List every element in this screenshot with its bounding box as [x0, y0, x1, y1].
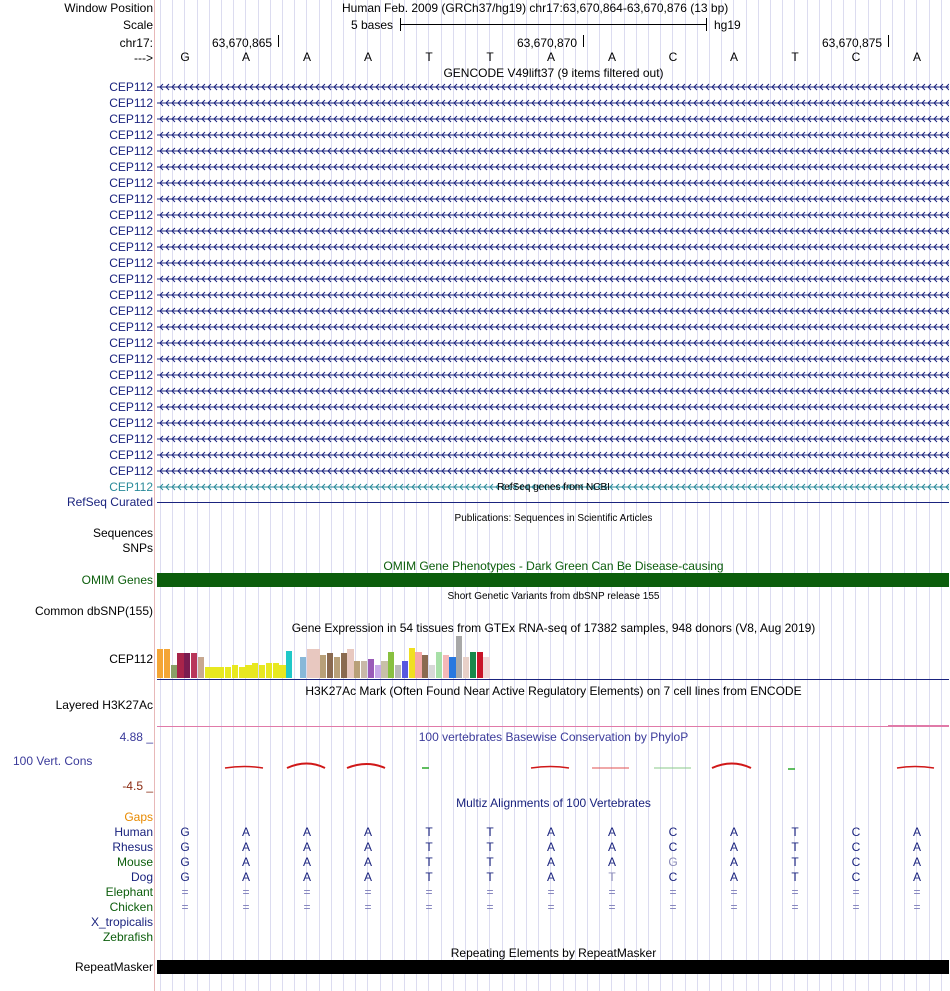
strand-label: ---> — [134, 51, 153, 65]
gtex-tissue-bar[interactable] — [368, 659, 374, 678]
reference-base: A — [302, 50, 311, 64]
gencode-transcript-label[interactable]: CEP112 — [109, 432, 153, 446]
multiz-aligned-base: T — [486, 825, 494, 839]
repeatmasker-track-title: Repeating Elements by RepeatMasker — [450, 946, 657, 960]
gencode-transcript-label[interactable]: CEP112 — [109, 352, 153, 366]
h3k27ac-track-title: H3K27Ac Mark (Often Found Near Active Regulatory Elements) on 7 cell lines from ENCODE — [305, 684, 802, 698]
scale-bar-left-end — [400, 18, 401, 31]
gencode-transcript-label[interactable]: CEP112 — [109, 480, 153, 494]
track-gutter-divider — [154, 0, 155, 991]
multiz-aligned-base: A — [729, 840, 738, 854]
multiz-aligned-base: A — [546, 855, 555, 869]
multiz-aligned-base: A — [607, 825, 616, 839]
gtex-tissue-bar[interactable] — [449, 657, 455, 678]
gtex-tissue-bar[interactable] — [341, 653, 347, 678]
multiz-aligned-base: A — [363, 855, 372, 869]
multiz-aligned-base: A — [241, 855, 250, 869]
gencode-transcript-label[interactable]: CEP112 — [109, 112, 153, 126]
gtex-tissue-bar[interactable] — [327, 653, 333, 678]
gtex-tissue-bar[interactable] — [252, 663, 258, 678]
gencode-transcript-label[interactable]: CEP112 — [109, 208, 153, 222]
multiz-aligned-base: T — [791, 825, 799, 839]
multiz-aligned-base: = — [364, 900, 372, 914]
phylop-max-label: 4.88 _ — [119, 730, 153, 744]
gtex-tissue-bar[interactable] — [157, 649, 163, 678]
reference-base: C — [851, 50, 861, 64]
multiz-aligned-base: = — [242, 900, 250, 914]
window-position-text: Human Feb. 2009 (GRCh37/hg19) chr17:63,670,864-63,670,876 (13 bp) — [342, 1, 729, 15]
multiz-aligned-base: G — [180, 855, 190, 869]
phylop-peak — [897, 767, 934, 769]
multiz-aligned-base: = — [913, 900, 921, 914]
gencode-track-title: GENCODE V49lift37 (9 items filtered out) — [443, 66, 664, 80]
gtex-tissue-bar[interactable] — [245, 665, 251, 678]
gencode-transcript-line[interactable] — [157, 177, 949, 189]
gtex-gene-line — [157, 679, 949, 680]
gencode-transcript-label[interactable]: CEP112 — [109, 144, 153, 158]
gtex-tissue-bar[interactable] — [409, 648, 415, 678]
gencode-transcript-label[interactable]: CEP112 — [109, 464, 153, 478]
multiz-aligned-base: C — [668, 870, 678, 884]
gtex-tissue-bar[interactable] — [198, 657, 204, 678]
multiz-aligned-base: A — [363, 870, 372, 884]
reference-base: A — [363, 50, 372, 64]
multiz-aligned-base: A — [912, 855, 921, 869]
multiz-aligned-base: C — [668, 825, 678, 839]
multiz-aligned-base: A — [302, 855, 311, 869]
scale-text: 5 bases — [351, 18, 394, 32]
gencode-transcript-line[interactable] — [157, 433, 949, 445]
multiz-aligned-base: T — [425, 825, 433, 839]
repeatmasker-element-bar[interactable] — [157, 960, 949, 974]
multiz-aligned-base: T — [791, 870, 799, 884]
gencode-transcript-label[interactable]: CEP112 — [109, 80, 153, 94]
reference-base: G — [180, 50, 190, 64]
multiz-aligned-base: A — [912, 840, 921, 854]
multiz-aligned-base: = — [791, 885, 799, 899]
omim-track-title: OMIM Gene Phenotypes - Dark Green Can Be Disease-causing — [383, 559, 724, 573]
gtex-tissue-bar[interactable] — [218, 667, 224, 678]
phylop-peak — [225, 767, 263, 769]
multiz-aligned-base: A — [729, 855, 738, 869]
gencode-transcript-line[interactable] — [157, 417, 949, 429]
gtex-tissue-bar[interactable] — [436, 652, 442, 678]
multiz-aligned-base: C — [851, 825, 861, 839]
gencode-transcript-label[interactable]: CEP112 — [109, 192, 153, 206]
gencode-transcript-label[interactable]: CEP112 — [109, 272, 153, 286]
gtex-tissue-bar[interactable] — [334, 657, 340, 678]
gtex-tissue-bar[interactable] — [415, 652, 421, 678]
scale-bar — [400, 24, 706, 25]
gtex-track-title: Gene Expression in 54 tissues from GTEx RNA-seq of 17382 samples, 948 donors (V8, Aug 2019) — [291, 621, 816, 635]
gtex-tissue-bar[interactable] — [177, 653, 183, 678]
multiz-aligned-base: G — [668, 855, 678, 869]
gtex-tissue-bar[interactable] — [429, 665, 435, 678]
multiz-aligned-base: T — [486, 840, 494, 854]
multiz-aligned-base: = — [547, 885, 555, 899]
phylop-peak — [287, 764, 325, 769]
snps-track-label[interactable]: SNPs — [122, 541, 153, 555]
gencode-transcript-label[interactable]: CEP112 — [109, 256, 153, 270]
multiz-aligned-base: T — [486, 870, 494, 884]
h3k27ac-track-label[interactable]: Layered H3K27Ac — [55, 698, 153, 712]
gencode-transcript-line[interactable] — [157, 113, 949, 125]
multiz-aligned-base: = — [791, 900, 799, 914]
gtex-tissue-bar[interactable] — [211, 667, 217, 678]
multiz-aligned-base: A — [912, 825, 921, 839]
assembly-label: hg19 — [714, 18, 741, 32]
gtex-tissue-bar[interactable] — [164, 649, 170, 678]
repeatmasker-track-label[interactable]: RepeatMasker — [74, 960, 153, 974]
tick-mark — [583, 35, 584, 47]
multiz-aligned-base: = — [364, 885, 372, 899]
gtex-tissue-bar[interactable] — [395, 665, 401, 678]
multiz-aligned-base: T — [486, 855, 494, 869]
multiz-species-label[interactable]: Rhesus — [112, 840, 153, 854]
multiz-species-label[interactable]: Elephant — [105, 885, 153, 899]
tick-mark — [278, 35, 279, 47]
multiz-aligned-base: T — [791, 840, 799, 854]
gencode-transcript-label[interactable]: CEP112 — [109, 400, 153, 414]
gencode-transcript-label[interactable]: CEP112 — [109, 240, 153, 254]
multiz-aligned-base: = — [730, 885, 738, 899]
gencode-transcript-line[interactable] — [157, 465, 949, 477]
multiz-aligned-base: = — [669, 900, 677, 914]
multiz-species-label[interactable]: Zebrafish — [102, 930, 153, 944]
omim-track-label[interactable]: OMIM Genes — [81, 573, 153, 587]
gencode-transcript-line[interactable] — [157, 369, 949, 381]
gtex-track-label[interactable]: CEP112 — [109, 652, 153, 666]
multiz-aligned-base: = — [486, 900, 494, 914]
gtex-tissue-bar[interactable] — [422, 655, 428, 678]
multiz-aligned-base: A — [302, 870, 311, 884]
multiz-aligned-base: T — [425, 855, 433, 869]
multiz-aligned-base: = — [486, 885, 494, 899]
multiz-aligned-base: A — [302, 825, 311, 839]
multiz-aligned-base: A — [363, 840, 372, 854]
refseq-gene-line[interactable] — [157, 502, 949, 503]
gtex-expression-chart[interactable] — [157, 636, 537, 678]
multiz-aligned-base: = — [608, 900, 616, 914]
gencode-transcript-label[interactable]: CEP112 — [109, 160, 153, 174]
gencode-transcript-label[interactable]: CEP112 — [109, 448, 153, 462]
tick-label: 63,670,870 — [517, 36, 578, 50]
gtex-tissue-bar[interactable] — [477, 652, 483, 678]
multiz-aligned-base: C — [851, 840, 861, 854]
gtex-tissue-bar[interactable] — [171, 665, 177, 678]
multiz-aligned-base: = — [303, 885, 311, 899]
multiz-aligned-base: = — [425, 900, 433, 914]
gencode-transcript-label[interactable]: CEP112 — [109, 288, 153, 302]
gencode-transcript-line[interactable] — [157, 209, 949, 221]
gtex-tissue-bar[interactable] — [225, 667, 231, 678]
multiz-aligned-base: = — [181, 885, 189, 899]
reference-base: T — [486, 50, 494, 64]
gencode-transcript-line[interactable] — [157, 321, 949, 333]
multiz-species-label[interactable]: Gaps — [124, 810, 153, 824]
dbsnp-track-title: Short Genetic Variants from dbSNP release 155 — [447, 591, 660, 602]
multiz-species-label[interactable]: Chicken — [109, 900, 153, 914]
reference-base: A — [729, 50, 738, 64]
gtex-tissue-bar[interactable] — [375, 665, 381, 678]
reference-base: A — [912, 50, 921, 64]
gencode-transcript-line[interactable] — [157, 449, 949, 461]
gencode-transcript-label[interactable]: CEP112 — [109, 384, 153, 398]
gtex-tissue-bar[interactable] — [239, 667, 245, 678]
gtex-tissue-bar[interactable] — [191, 653, 197, 678]
multiz-aligned-base: T — [608, 870, 616, 884]
multiz-aligned-base: = — [425, 885, 433, 899]
gtex-tissue-bar[interactable] — [402, 661, 408, 678]
gencode-transcript-line[interactable] — [157, 257, 949, 269]
multiz-aligned-base: = — [913, 885, 921, 899]
publications-track-title: Publications: Sequences in Scientific Articles — [454, 513, 653, 524]
gencode-transcript-label[interactable]: CEP112 — [109, 320, 153, 334]
gtex-tissue-bar[interactable] — [456, 636, 462, 678]
multiz-aligned-base: A — [729, 825, 738, 839]
multiz-aligned-base: = — [730, 900, 738, 914]
gencode-transcript-label[interactable]: CEP112 — [109, 176, 153, 190]
multiz-aligned-base: C — [851, 855, 861, 869]
gtex-tissue-bar[interactable] — [463, 657, 469, 678]
gtex-tissue-bar[interactable] — [184, 653, 190, 678]
gencode-transcript-line[interactable] — [157, 145, 949, 157]
gtex-tissue-bar[interactable] — [259, 665, 265, 678]
multiz-aligned-base: A — [546, 840, 555, 854]
multiz-aligned-base: = — [669, 885, 677, 899]
gencode-transcript-line[interactable] — [157, 81, 949, 93]
multiz-species-label[interactable]: Dog — [130, 870, 153, 884]
multiz-aligned-base: A — [912, 870, 921, 884]
multiz-species-label[interactable]: X_tropicalis — [90, 915, 153, 929]
gencode-transcript-line[interactable] — [157, 97, 949, 109]
refseq-track-label[interactable]: RefSeq Curated — [66, 495, 153, 509]
multiz-aligned-base: A — [546, 825, 555, 839]
tick-mark — [888, 35, 889, 47]
gtex-tissue-bar[interactable] — [266, 663, 272, 678]
sequences-track-label[interactable]: Sequences — [92, 526, 153, 540]
gencode-transcript-line[interactable] — [157, 225, 949, 237]
tick-label: 63,670,865 — [212, 36, 273, 50]
phylop-peak — [712, 764, 751, 769]
gtex-tissue-bar[interactable] — [483, 657, 489, 678]
gtex-tissue-bar[interactable] — [470, 652, 476, 678]
chrom-label: chr17: — [119, 36, 153, 50]
multiz-aligned-base: A — [607, 840, 616, 854]
gtex-tissue-bar[interactable] — [313, 649, 319, 678]
multiz-aligned-base: = — [852, 885, 860, 899]
multiz-aligned-base: G — [180, 870, 190, 884]
multiz-aligned-base: = — [303, 900, 311, 914]
multiz-aligned-base: A — [546, 870, 555, 884]
multiz-aligned-base: A — [241, 870, 250, 884]
multiz-aligned-base: = — [608, 885, 616, 899]
multiz-species-label[interactable]: Human — [114, 825, 153, 839]
gtex-tissue-bar[interactable] — [205, 667, 211, 678]
gtex-tissue-bar[interactable] — [232, 665, 238, 678]
multiz-aligned-base: T — [425, 840, 433, 854]
reference-base: A — [546, 50, 555, 64]
omim-phenotype-bar[interactable] — [157, 573, 949, 587]
gencode-transcript-label[interactable]: CEP112 — [109, 224, 153, 238]
reference-base: A — [241, 50, 250, 64]
multiz-aligned-base: A — [729, 870, 738, 884]
gencode-transcript-label[interactable]: CEP112 — [109, 336, 153, 350]
gencode-transcript-line[interactable] — [157, 161, 949, 173]
multiz-aligned-base: G — [180, 825, 190, 839]
multiz-aligned-base: = — [181, 900, 189, 914]
multiz-aligned-base: = — [852, 900, 860, 914]
tick-label: 63,670,875 — [822, 36, 883, 50]
gencode-transcript-line[interactable] — [157, 129, 949, 141]
scale-bar-right-end — [706, 18, 707, 31]
multiz-aligned-base: A — [607, 855, 616, 869]
dbsnp-track-label[interactable]: Common dbSNP(155) — [34, 604, 153, 618]
gtex-tissue-bar[interactable] — [273, 663, 279, 678]
reference-base: C — [668, 50, 678, 64]
phylop-min-label: -4.5 _ — [122, 779, 153, 793]
gencode-transcript-line[interactable] — [157, 337, 949, 349]
gtex-tissue-bar[interactable] — [320, 655, 326, 678]
h3k27ac-signal-line — [157, 726, 949, 727]
multiz-aligned-base: A — [241, 840, 250, 854]
gencode-transcript-line[interactable] — [157, 273, 949, 285]
multiz-aligned-base: C — [851, 870, 861, 884]
refseq-track-title: RefSeq genes from NCBI — [497, 482, 610, 493]
gtex-tissue-bar[interactable] — [361, 661, 367, 678]
gencode-transcript-label[interactable]: CEP112 — [109, 128, 153, 142]
gtex-tissue-bar[interactable] — [300, 657, 306, 678]
reference-base: T — [791, 50, 799, 64]
multiz-aligned-base: G — [180, 840, 190, 854]
gtex-tissue-bar[interactable] — [347, 649, 353, 678]
phylop-track-title: 100 vertebrates Basewise Conservation by PhyloP — [418, 730, 689, 744]
window-position-label: Window Position — [64, 1, 153, 15]
gtex-tissue-bar[interactable] — [286, 651, 292, 678]
gencode-transcript-line[interactable] — [157, 241, 949, 253]
gtex-tissue-bar[interactable] — [279, 665, 285, 678]
multiz-aligned-base: A — [363, 825, 372, 839]
multiz-aligned-base: = — [547, 900, 555, 914]
multiz-aligned-base: T — [791, 855, 799, 869]
gtex-tissue-bar[interactable] — [354, 661, 360, 678]
phylop-peak — [531, 767, 569, 769]
gencode-transcript-line[interactable] — [157, 193, 949, 205]
gencode-transcript-line[interactable] — [157, 289, 949, 301]
multiz-aligned-base: A — [241, 825, 250, 839]
reference-base: A — [607, 50, 616, 64]
reference-base: T — [425, 50, 433, 64]
multiz-aligned-base: = — [242, 885, 250, 899]
gencode-transcript-line[interactable] — [157, 401, 949, 413]
gencode-transcript-line[interactable] — [157, 305, 949, 317]
phylop-track-label[interactable]: 100 Vert. Cons — [13, 754, 93, 768]
gtex-tissue-bar[interactable] — [443, 655, 449, 678]
gencode-transcript-label[interactable]: CEP112 — [109, 96, 153, 110]
multiz-species-label[interactable]: Mouse — [116, 855, 153, 869]
gencode-transcript-label[interactable]: CEP112 — [109, 304, 153, 318]
gencode-transcript-label[interactable]: CEP112 — [109, 416, 153, 430]
multiz-aligned-base: C — [668, 840, 678, 854]
gencode-transcript-label[interactable]: CEP112 — [109, 368, 153, 382]
phylop-peak — [347, 764, 385, 768]
scale-label: Scale — [122, 18, 153, 32]
gtex-tissue-bar[interactable] — [307, 649, 313, 678]
gencode-transcript-line[interactable] — [157, 353, 949, 365]
multiz-aligned-base: A — [302, 840, 311, 854]
gtex-tissue-bar[interactable] — [388, 652, 394, 678]
gtex-tissue-bar[interactable] — [381, 661, 387, 678]
multiz-aligned-base: T — [425, 870, 433, 884]
gencode-transcript-line[interactable] — [157, 385, 949, 397]
h3k27ac-signal-peak — [888, 725, 949, 727]
phylop-conservation-plot[interactable] — [157, 755, 950, 775]
multiz-track-title: Multiz Alignments of 100 Vertebrates — [456, 796, 651, 810]
